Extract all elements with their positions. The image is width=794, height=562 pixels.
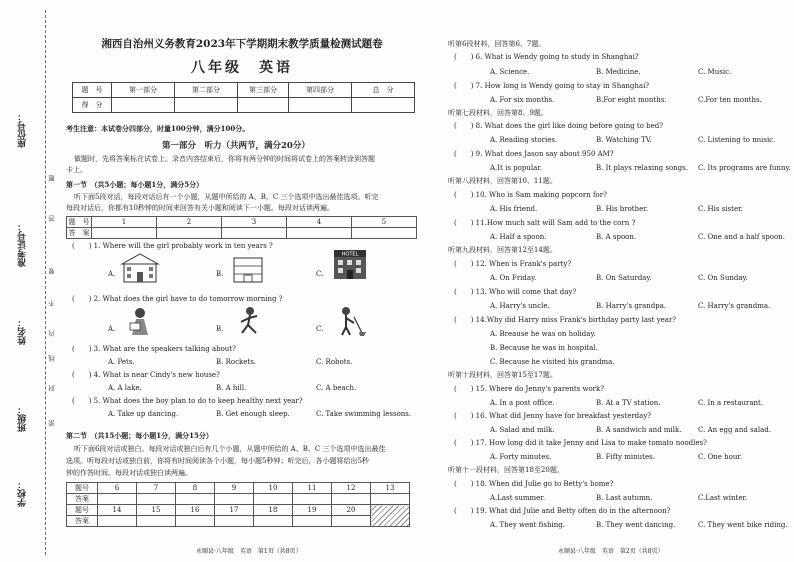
binding-line — [45, 10, 46, 555]
q11-option-b: B. A spoon. — [596, 233, 637, 241]
answer-cell[interactable] — [254, 494, 293, 505]
score-header-cell: 第二部分 — [175, 83, 238, 98]
answer-cell[interactable] — [352, 228, 417, 239]
question-18: ( ) 18. When did Julie go to Betty's home? — [454, 480, 614, 488]
q2-option-a: A. — [108, 325, 116, 333]
q1-option-b: B. — [216, 270, 224, 278]
binding-char: 答 — [48, 215, 56, 222]
section2-directions: 听下面6段对话或独白。每段对话或独白后有几个小题，从题中所给的 A、B、C 三个选项中选出最佳 — [74, 445, 386, 453]
part1-intro-cont: 卡上。 — [66, 166, 87, 174]
q13-option-b: B. Harry's grandpa. — [596, 302, 667, 310]
answer-cell[interactable] — [215, 516, 254, 527]
answer-cell[interactable] — [287, 228, 352, 239]
answer-table-number: 17 — [215, 505, 254, 516]
q3-option-b: B. Rockets. — [216, 358, 257, 366]
q14-option-b: B. Because he was in hospital. — [490, 344, 598, 352]
score-cell — [352, 98, 415, 113]
seat-label: 座位号： — [18, 112, 28, 148]
question-8: ( ) 8. What does the girl like doing before going to bed? — [454, 122, 664, 130]
score-header-cell: 第三部分 — [238, 83, 289, 98]
question-14: ( ) 14.Why did Harry miss Frank's birthday party last year? — [454, 316, 677, 324]
q15-option-c: C. In a restaurant. — [698, 399, 764, 407]
material-7-label: 听第七段材料，回答第8、9题。 — [448, 109, 548, 117]
answer-table-label: 题号 — [67, 505, 98, 516]
part1-intro: 做题时，先将答案标在试卷上。录音内容结束后，你将有两分钟的时间将试卷上的答案转涂到答题 — [74, 155, 375, 163]
answer-cell[interactable] — [371, 494, 410, 505]
unused-cell — [371, 505, 410, 527]
material-6-label: 听第6段材料，回答第6、7题。 — [448, 40, 546, 48]
q3-option-a: A. Pets. — [108, 358, 135, 366]
section1-answer-table — [66, 216, 417, 239]
score-cell — [289, 98, 352, 113]
answer-cell[interactable] — [137, 494, 176, 505]
q7-option-a: A. For six months. — [490, 96, 555, 104]
binding-char: 题 — [48, 175, 56, 182]
q4-option-b: B. A hill. — [216, 384, 247, 392]
material-10-label: 听第十段材料，回答第15至17题。 — [448, 371, 557, 379]
answer-cell[interactable] — [332, 516, 371, 527]
answer-cell[interactable] — [222, 228, 287, 239]
answer-table-number: 9 — [215, 483, 254, 494]
q5-option-a: A. Take up dancing. — [108, 410, 179, 418]
q10-option-a: A. His friend. — [490, 205, 538, 213]
section2-answer-table — [66, 482, 410, 527]
answer-cell[interactable] — [254, 516, 293, 527]
q19-option-b: B. They went dancing. — [596, 521, 676, 529]
score-cell — [175, 98, 238, 113]
answer-cell[interactable] — [137, 516, 176, 527]
answer-cell[interactable] — [293, 494, 332, 505]
score-header-cell: 第四部分 — [289, 83, 352, 98]
answer-table-number: 14 — [98, 505, 137, 516]
girl-running-icon — [226, 305, 270, 337]
section2-heading: 第二节 （共15小题；每小题1分，满分15分） — [66, 431, 213, 440]
section1-directions: 听下面5段对话，每段对话后有一个小题，从题中所给的 A、B、C 三个选项中选出最佳选项。听完 — [74, 193, 379, 201]
question-17: ( ) 17. How long did it take Jenny and Lisa to make tomato noodles? — [454, 439, 707, 447]
score-row-label: 得 分 — [73, 98, 112, 113]
binding-strip — [0, 0, 62, 562]
binding-char: 内 — [48, 330, 56, 337]
q11-option-c: C. One and a half spoon. — [698, 233, 785, 241]
answer-table-number: 5 — [352, 217, 417, 228]
exam-number-label: 准考证号： — [18, 222, 28, 267]
q5-option-c: C. Take swimming lessons. — [316, 410, 412, 418]
answer-table-number: 15 — [137, 505, 176, 516]
answer-table-number: 2 — [157, 217, 222, 228]
answer-table-number: 19 — [293, 505, 332, 516]
q1-option-a: A. — [108, 270, 116, 278]
answer-table-label: 题 号 — [68, 217, 90, 226]
answer-cell[interactable] — [176, 516, 215, 527]
question-1: ( ) 1. Where will the girl probably work in ten years ? — [72, 242, 273, 250]
question-11: ( ) 11.How much salt will Sam add to the corn ? — [454, 219, 636, 227]
material-8-label: 听第八段材料，回答第10、11题。 — [448, 177, 557, 185]
binding-char: 要 — [48, 268, 56, 275]
q12-option-a: A. On Friday. — [490, 274, 537, 282]
q5-option-b: B. Get enough sleep. — [216, 410, 290, 418]
q17-option-b: B. Fifty minutes. — [596, 453, 655, 461]
girl-sweeping-icon — [328, 305, 372, 337]
q8-option-c: C. Listening to music. — [698, 136, 776, 144]
q19-option-c: C. They went bike riding. — [698, 521, 788, 529]
part1-heading: 第一部分 听力（共两节，满分20分） — [162, 141, 310, 151]
score-header-cell: 第一部分 — [112, 83, 175, 98]
answer-table-number: 10 — [254, 483, 293, 494]
hotel-building-icon — [328, 248, 372, 280]
q7-option-b: B.For eight months. — [596, 96, 667, 104]
material-9-label: 听第九段材料，回答第12至14题。 — [448, 246, 557, 254]
q19-option-a: A. They went fishing. — [490, 521, 565, 529]
answer-table-number: 11 — [293, 483, 332, 494]
binding-char: 密 — [48, 420, 56, 427]
q6-option-b: B. Medicine. — [596, 68, 641, 76]
q10-option-b: B. His brother. — [596, 205, 649, 213]
q18-option-b: B. Last autumn. — [596, 494, 653, 502]
answer-table-label: 题号 — [67, 483, 98, 494]
q14-option-c: C. Because he visited his grandma. — [490, 358, 615, 366]
answer-cell[interactable] — [332, 494, 371, 505]
answer-table-number: 20 — [332, 505, 371, 516]
answer-table-number: 3 — [222, 217, 287, 228]
question-6: ( ) 6. What is Wendy going to study in Shanghai? — [454, 53, 639, 61]
score-header-cell: 题 号 — [73, 83, 112, 98]
q18-option-a: A.Last summer. — [490, 494, 546, 502]
question-19: ( ) 19. What did Julie and Betty often do in the afternoon? — [454, 507, 671, 515]
question-16: ( ) 16. What did Jenny have for breakfast yesterday? — [454, 412, 652, 420]
score-table — [72, 82, 415, 113]
q18-option-c: C.Last winter. — [698, 494, 748, 502]
answer-table-number: 4 — [287, 217, 352, 228]
exam-title: 湘西自治州义务教育2023年下学期期末教学质量检测试题卷 — [101, 38, 383, 50]
answer-cell[interactable] — [157, 228, 222, 239]
question-15: ( ) 15. Where do Jenny's parents work? — [454, 385, 605, 393]
answer-table-number: 8 — [176, 483, 215, 494]
q16-option-c: C. An egg and salad. — [698, 426, 771, 434]
q12-option-c: C. On Sunday. — [698, 274, 748, 282]
q8-option-b: B. Watching TV. — [596, 136, 652, 144]
question-7: ( ) 7. How long is Wendy going to stay in Shanghai? — [454, 82, 650, 90]
class-label: 班级： — [18, 405, 28, 432]
answer-cell[interactable] — [293, 516, 332, 527]
section1-heading: 第一节 （共5小题；每小题1分，满分5分） — [66, 180, 204, 189]
binding-char: 不 — [48, 300, 56, 307]
q8-option-a: A. Reading stories. — [490, 136, 558, 144]
q4-option-a: A. A lake. — [108, 384, 142, 392]
q9-option-c: C. Its programs are funny. — [698, 164, 791, 172]
answer-cell[interactable] — [92, 228, 157, 239]
q10-option-c: C. His sister. — [698, 205, 743, 213]
q6-option-c: C. Music. — [698, 68, 732, 76]
q16-option-b: B. A sandwich and milk. — [596, 426, 682, 434]
q9-option-a: A.It is popular. — [490, 164, 543, 172]
exam-subject: 八年级 英语 — [191, 60, 293, 76]
exam-notice: 考生注意：本试卷分四部分，时量100分钟，满分100分。 — [66, 124, 250, 133]
answer-table-label: 答 案 — [68, 228, 90, 237]
q15-option-a: A. In a post office. — [490, 399, 555, 407]
answer-table-label: 答案 — [67, 494, 98, 505]
question-12: ( ) 12. When is Frank's party? — [454, 260, 572, 268]
section2-directions-cont: 选项。听每段对话或独白前，你将有时间阅读各个小题，每小题5秒钟；听完后，各小题将给出5秒 — [66, 457, 369, 465]
page-footer-right: 永顺县·八年级 英语 第2页（共8页） — [558, 548, 664, 555]
q11-option-a: A. Half a spoon. — [490, 233, 547, 241]
question-10: ( ) 10. Who is Sam making popcorn for? — [454, 191, 607, 199]
answer-table-number: 12 — [332, 483, 371, 494]
name-label: 姓名： — [18, 318, 28, 345]
answer-cell[interactable] — [98, 494, 137, 505]
q6-option-a: A. Science. — [490, 68, 530, 76]
material-11-label: 听第十一段材料，回答第18至20题。 — [448, 466, 564, 474]
question-4: ( ) 4. What is near Cindy's new house? — [72, 371, 220, 379]
score-cell — [238, 98, 289, 113]
q17-option-c: C. One hour. — [698, 453, 743, 461]
score-header-cell: 总 分 — [352, 83, 415, 98]
question-5: ( ) 5. What does the boy plan to do to keep healthy next year? — [72, 397, 303, 405]
girl-reading-icon — [118, 305, 162, 337]
binding-char: 线 — [48, 355, 56, 362]
answer-cell[interactable] — [215, 494, 254, 505]
page-footer-left: 永顺县·八年级 英语 第1页（共8页） — [196, 548, 302, 555]
question-9: ( ) 9. What does Jason say about 950 AM? — [454, 150, 614, 158]
question-13: ( ) 13. Who will come that day? — [454, 288, 577, 296]
q9-option-b: B. It plays relaxing songs. — [596, 164, 688, 172]
school-label: 学校： — [18, 480, 28, 507]
svg-text:HOTEL: HOTEL — [341, 251, 359, 258]
school-building-icon — [118, 252, 162, 284]
section2-directions-end: 钟的作答时间。每段对话或独白读两遍。 — [66, 469, 192, 477]
q13-option-c: C. Harry's grandma. — [698, 302, 771, 310]
question-2: ( ) 2. What does the girl have to do tomorrow morning ? — [72, 295, 283, 303]
answer-cell[interactable] — [176, 494, 215, 505]
q12-option-b: B. On Saturday. — [596, 274, 652, 282]
q17-option-a: A. Forty minutes. — [490, 453, 552, 461]
answer-table-number: 6 — [98, 483, 137, 494]
answer-cell[interactable] — [98, 516, 137, 527]
answer-table-number: 13 — [371, 483, 410, 494]
q7-option-c: C.For ten months. — [698, 96, 762, 104]
hospital-building-icon — [226, 252, 270, 284]
score-cell — [112, 98, 175, 113]
q1-option-c: C. — [316, 270, 324, 278]
answer-table-number: 18 — [254, 505, 293, 516]
answer-table-number: 7 — [137, 483, 176, 494]
q13-option-a: A. Harry's uncle. — [490, 302, 550, 310]
section1-directions-cont: 每段对话后，你都有10秒钟的时间来回答有关小题和阅读下一小题。每段对话读两遍。 — [66, 204, 334, 212]
answer-table-number: 16 — [176, 505, 215, 516]
question-3: ( ) 3. What are the speakers talking about? — [72, 345, 236, 353]
q16-option-a: A. Salad and milk. — [490, 426, 555, 434]
q14-option-a: A. Breause he was on holiday. — [490, 330, 596, 338]
q4-option-c: C. A beach. — [316, 384, 357, 392]
binding-char: 封 — [48, 385, 56, 392]
answer-table-label: 答案 — [67, 516, 98, 527]
q2-option-c: C. — [316, 325, 324, 333]
q3-option-c: C. Robots. — [316, 358, 353, 366]
q15-option-b: B. At a TV station. — [596, 399, 661, 407]
q2-option-b: B. — [216, 325, 224, 333]
answer-table-number: 1 — [92, 217, 157, 228]
